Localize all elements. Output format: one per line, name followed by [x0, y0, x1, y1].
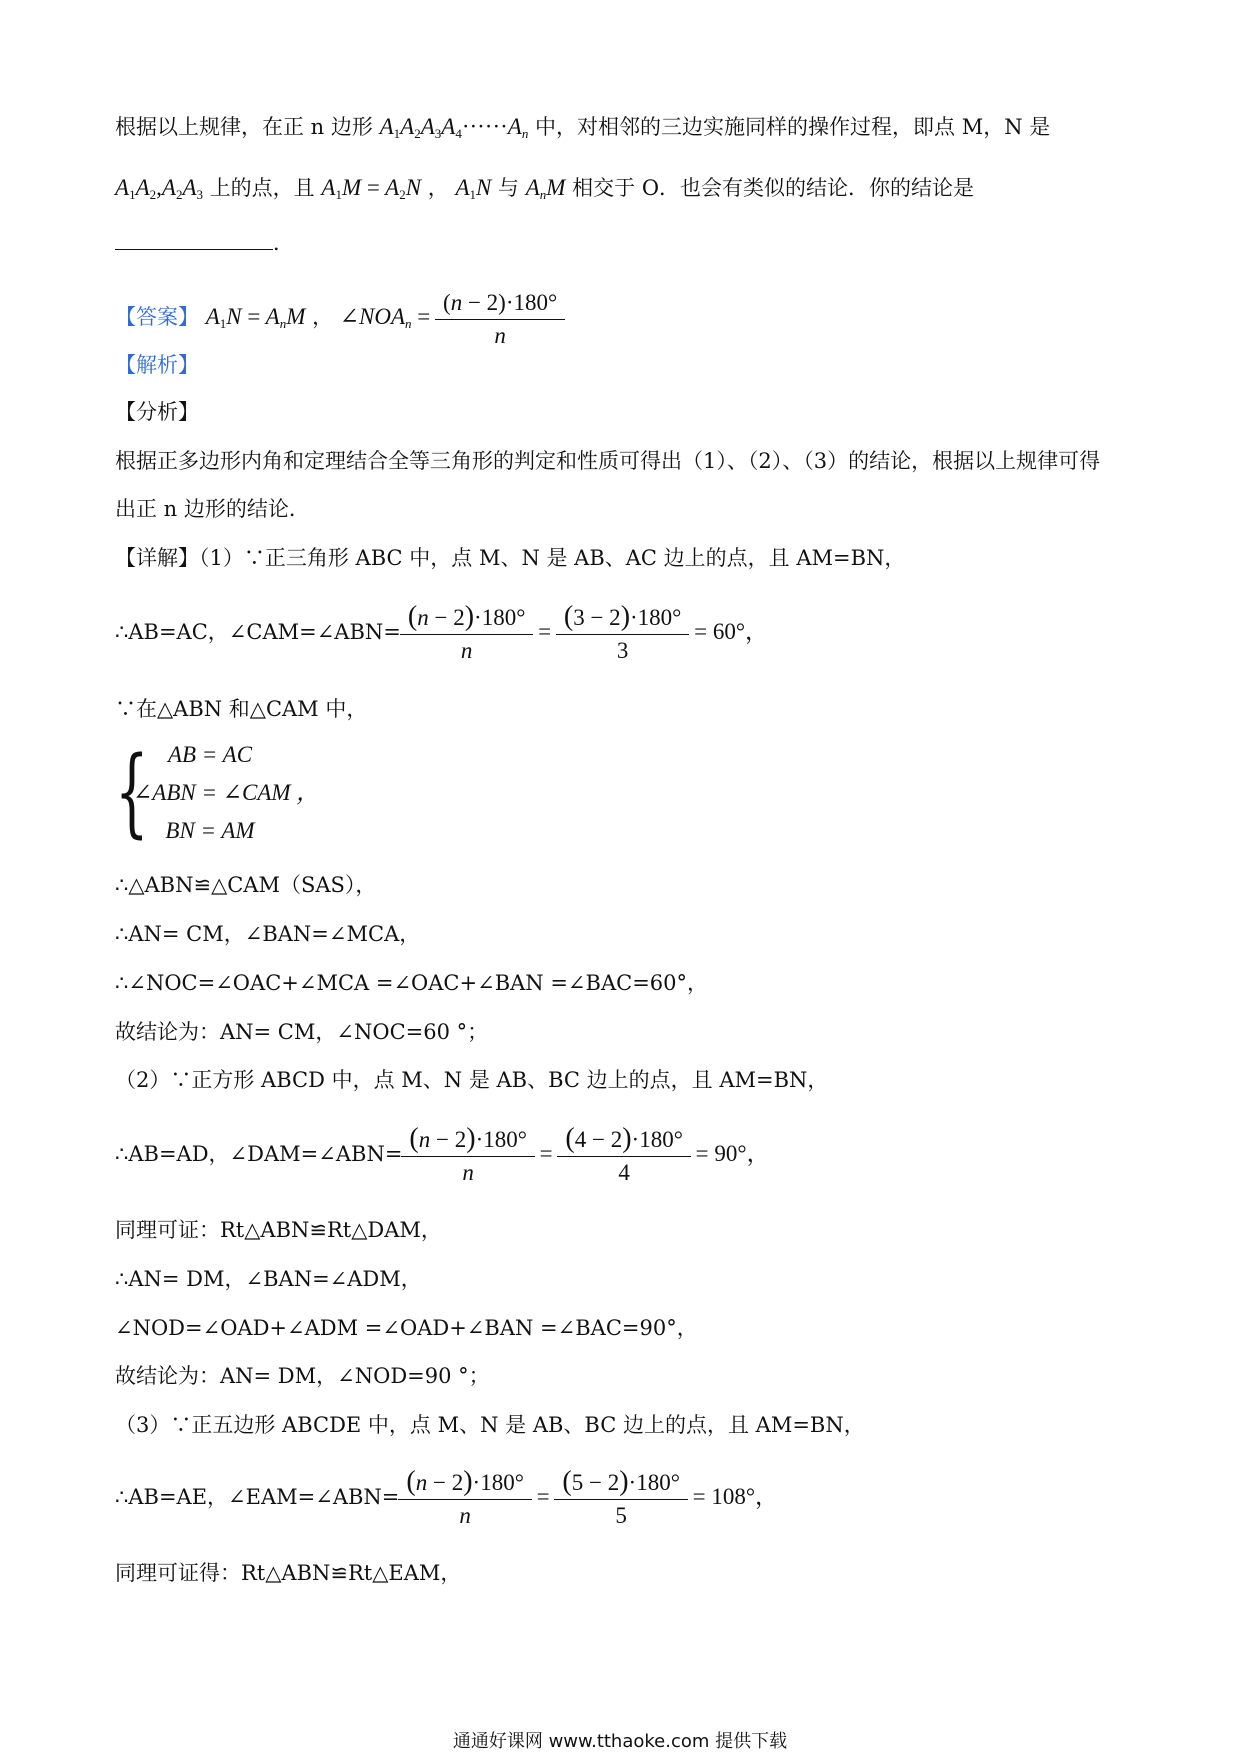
eq-prefix: ∴AB=AC，∠CAM=∠ABN= [115, 620, 401, 644]
fenxi-heading [115, 397, 199, 427]
part1-intro [115, 543, 905, 573]
answer-blank [115, 231, 273, 250]
part1-tri-intro: ∵在△ABN 和△CAM 中， [115, 697, 368, 721]
answer-sep: ， [312, 305, 334, 329]
part2-equation [115, 1124, 770, 1186]
math-line-anm: $A_nM$ [525, 175, 566, 202]
analysis-line-2: 出正 n 边形的结论． [115, 497, 310, 521]
fraction: $\frac{(3 - 2)\cdot 180^\circ}{3}$ [560, 603, 686, 664]
fraction: $\frac{(n - 2)\cdot 180^\circ}{n}$ [405, 1125, 531, 1186]
fraction: $\frac{(n - 2)\cdot 180^\circ}{n}$ [439, 289, 561, 349]
intro-text: 根据以上规律，在正 n 边形 [115, 115, 373, 139]
part1-conclusion: 故结论为：AN= CM，∠NOC=60 °； [115, 1020, 489, 1044]
part1-equal: ∴AN= CM，∠BAN=∠MCA， [115, 922, 421, 946]
intro-text: 上的点，且 [209, 176, 315, 200]
analysis-line-1: 根据正多边形内角和定理结合全等三角形的判定和性质可得出（1）、（2）、（3）的结论，根据以上规律可得 [115, 449, 1101, 473]
intro-text: 中，对相邻的三边实施同样的操作过程，即点 M，N 是 [535, 115, 1051, 139]
jiexi-heading [115, 350, 199, 380]
part3-similar: 同理可证得：Rt△ABN≌Rt△EAM， [115, 1561, 462, 1585]
fenxi-label: 【分析】 [115, 400, 199, 424]
eq-prefix: ∴AB=AE，∠EAM=∠ABN= [115, 1485, 400, 1509]
part2-equal: ∴AN= DM，∠BAN=∠ADM， [115, 1267, 422, 1291]
math-segments: $A_1A_2,A_2A_3$ [115, 175, 203, 202]
fraction: $\frac{(5 - 2)\cdot 180^\circ}{5}$ [558, 1468, 684, 1529]
eq-result: = 108°， [692, 1484, 779, 1509]
part3-equation [115, 1467, 778, 1529]
part2-similar: 同理可证：Rt△ABN≌Rt△DAM， [115, 1218, 442, 1242]
math-equal-segments: $A_1M = A_2N$ [321, 175, 422, 202]
footer-source: 通通好课网 www.tthaoke.com 提供下载 [452, 1731, 788, 1752]
xiangjie-label: 【详解】 [115, 546, 199, 570]
system-row: BN = AM [165, 818, 255, 843]
fraction: $\frac{(n - 2)\cdot 180^\circ}{n}$ [402, 1468, 528, 1529]
fraction: $\frac{(n - 2)\cdot 180^\circ}{n}$ [404, 603, 530, 664]
fraction: $\frac{(4 - 2)\cdot 180^\circ}{4}$ [561, 1125, 687, 1186]
part1-angle: ∴∠NOC=∠OAC+∠MCA =∠OAC+∠BAN =∠BAC=60°， [115, 971, 709, 995]
answer-line [115, 287, 564, 354]
part2-angle: ∠NOD=∠OAD+∠ADM =∠OAD+∠BAN =∠BAC=90°， [115, 1316, 698, 1340]
polygon-label: $A_1A_2A_3A_4\cdot\cdot\cdot\cdot\cdot\cdot A_n$ [379, 114, 529, 141]
eq-fractions: $\frac{(n - 2)\cdot 180^\circ}{n}$ = $\frac{(5 - 2)\cdot 180^\circ}{5}$ = 108°， [399, 1484, 778, 1509]
eq-prefix: ∴AB=AD，∠DAM=∠ABN= [115, 1142, 403, 1166]
intro-text: 相交于 O．也会有类似的结论．你的结论是 [572, 176, 975, 200]
intro-text: ． [273, 231, 294, 255]
denominator: 3 [556, 634, 690, 664]
jiexi-label: 【解析】 [115, 353, 199, 377]
part1-congruent: ∴△ABN≌△CAM（SAS）， [115, 873, 377, 897]
denominator: 4 [557, 1156, 691, 1186]
eq-result: = 60°， [694, 619, 769, 644]
intro-text: ， [427, 176, 449, 200]
system-row: AB = AC [167, 742, 253, 767]
part2-conclusion: 故结论为：AN= DM，∠NOD=90 °； [115, 1364, 490, 1388]
math-line-a1n: $A_1N$ [455, 175, 492, 202]
intro-text: 与 [498, 176, 520, 200]
part1-equation [115, 602, 768, 664]
intro-line-1 [115, 112, 1050, 149]
answer-eq-2: $\angle NOA_n$ = $\frac{(n - 2)\cdot 180^\circ}{n}$ [340, 304, 564, 329]
part2-intro: （2）∵正方形 ABCD 中，点 M、N 是 AB、BC 边上的点，且 AM=BN， [115, 1068, 829, 1092]
denominator: 5 [554, 1499, 688, 1529]
answer-eq-1: $A_1N = A_nM$ [205, 304, 306, 331]
answer-label: 【答案】 [115, 305, 199, 329]
eq-fractions: $\frac{(n - 2)\cdot 180^\circ}{n}$ = $\frac{(3 - 2)\cdot 180^\circ}{3}$ = 60°， [401, 619, 768, 644]
system-row: ∠ABN = ∠CAM ， [133, 780, 320, 805]
answer-blank-line [115, 228, 294, 258]
intro-line-2 [115, 173, 974, 210]
eq-fractions: $\frac{(n - 2)\cdot 180^\circ}{n}$ = $\frac{(4 - 2)\cdot 180^\circ}{4}$ = 90°， [402, 1141, 769, 1166]
part1-intro-text: （1）∵正三角形 ABC 中，点 M、N 是 AB、AC 边上的点，且 AM=BN， [199, 546, 906, 570]
eq-result: = 90°， [695, 1141, 770, 1166]
brace: { [115, 736, 149, 848]
part3-intro: （3）∵正五边形 ABCDE 中，点 M、N 是 AB、BC 边上的点，且 AM=BN， [115, 1413, 865, 1437]
